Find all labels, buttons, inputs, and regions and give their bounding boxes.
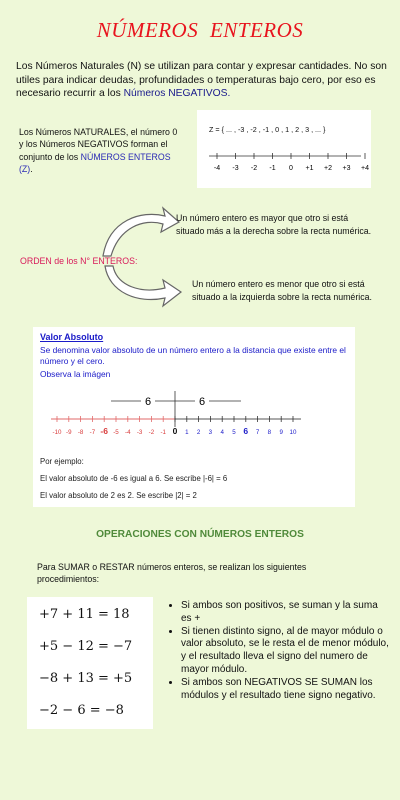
abs-tick-label: 0 — [172, 426, 178, 436]
abs-tick-label: -9 — [66, 429, 72, 436]
rule-item: • Si ambos son positivos, se suman y la suma es + — [181, 600, 389, 626]
abs-tick-label: 6 — [243, 426, 249, 436]
page-title: NÚMEROS ENTEROS — [96, 18, 304, 42]
arrow-down-icon — [105, 266, 181, 306]
abs-tick-label: -3 — [136, 429, 143, 436]
equation-1: +7 + 11 = 18 — [39, 607, 130, 622]
abs-tick-label: 1 — [185, 429, 189, 436]
abs-tick-label: 8 — [267, 429, 272, 436]
equations-box — [27, 597, 153, 729]
intro-highlight: Números NEGATIVOS. — [123, 88, 231, 99]
z-tick-label: +3 — [342, 165, 351, 172]
abs-tick-label: 7 — [255, 429, 260, 436]
abs-tick-label: -6 — [100, 426, 108, 436]
operaciones-intro: Para SUMAR o RESTAR números enteros, se realizan los siguientes procedimientos: — [37, 562, 307, 585]
operaciones-title: OPERACIONES CON NÚMEROS ENTEROS — [96, 529, 304, 540]
equation-3: −8 + 13 = +5 — [39, 671, 133, 686]
rule-item: • Si tienen distinto signo, al de mayor módulo o valor absoluto, se le resta el de menor módulo, y el resultado lleva el signo del numero de mayor módulo. — [181, 626, 389, 677]
z-set-box — [197, 110, 371, 188]
valor-absoluto-title: Valor Absoluto — [40, 332, 104, 342]
equation-4: −2 − 6 = −8 — [39, 703, 124, 718]
example-2: El valor absoluto de 2 es 2. Se escribe |2| = 2 — [40, 491, 197, 500]
valor-absoluto-box — [33, 327, 355, 507]
menor-que-text: Un número entero es menor que otro si está situado a la izquierda sobre la recta numérica. — [192, 279, 372, 302]
intro-paragraph — [16, 60, 388, 101]
abs-tick-label: -4 — [125, 429, 131, 436]
z-tick-label: -4 — [213, 165, 221, 172]
z-number-line — [197, 110, 371, 188]
rules-list — [167, 600, 389, 702]
abs-tick-label: 3 — [208, 429, 213, 436]
abs-tick-label: -2 — [148, 429, 155, 436]
abs-tick-label: 9 — [279, 429, 283, 436]
z-tick-label: +4 — [361, 165, 369, 172]
intro-text: Los Números Naturales (N) se utilizan para contar y expresar cantidades. No son utiles para indicar deudas, profundidades o temperaturas bajo cero, por eso es necesario recurrir a los — [16, 61, 387, 99]
naturales-highlight: NÚMEROS ENTEROS (Z) — [19, 151, 171, 175]
naturales-text: Los Números NATURALES, el número 0 y los Números NEGATIVOS forman el conjunto de los — [19, 127, 178, 162]
orden-label: ORDEN de los N° ENTEROS: — [20, 256, 138, 266]
arrow-up-icon — [103, 208, 179, 256]
abs-tick-label: -10 — [52, 429, 62, 436]
abs-tick-label: -5 — [113, 429, 119, 436]
z-tick-label: -1 — [269, 165, 276, 172]
naturales-paragraph — [19, 126, 179, 176]
valor-absoluto-definition: Se denomina valor absoluto de un número entero a la distancia que existe entre el número y el cero. — [40, 345, 346, 367]
abs-tick-label: -7 — [89, 429, 96, 436]
equation-2: +5 − 12 = −7 — [39, 639, 133, 654]
z-tick-label: +1 — [305, 165, 314, 172]
abs-tick-label: 5 — [232, 429, 236, 436]
distance-right-label: 6 — [198, 396, 206, 408]
mayor-que-text: Un número entero es mayor que otro si está situado más a la derecha sobre la recta numérica. — [176, 213, 372, 236]
orden-arrows — [95, 200, 185, 310]
distance-left-label: 6 — [144, 396, 152, 408]
z-tick-label: -3 — [232, 165, 239, 172]
z-tick-label: +2 — [324, 165, 332, 172]
rule-item: • Si ambos son NEGATIVOS SE SUMAN los módulos y el resultado tiene signo negativo. — [181, 677, 389, 703]
z-set-notation: Z = { ... , -3 , -2 , -1 , 0 , 1 , 2 , 3 , ... } — [209, 125, 326, 134]
abs-tick-label: 4 — [220, 429, 224, 436]
abs-tick-label: 10 — [289, 429, 297, 436]
abs-tick-label: -1 — [160, 429, 166, 436]
example-label: Por ejemplo: — [40, 457, 84, 466]
z-tick-label: 0 — [289, 165, 293, 172]
observa-text: Observa la imágen — [40, 369, 111, 379]
naturales-tail: . — [30, 164, 33, 175]
z-tick-label: -2 — [250, 165, 258, 172]
abs-tick-label: -8 — [77, 429, 84, 436]
abs-tick-label: 2 — [196, 429, 201, 436]
example-1: El valor absoluto de -6 es igual a 6. Se escribe |-6| = 6 — [40, 474, 228, 483]
